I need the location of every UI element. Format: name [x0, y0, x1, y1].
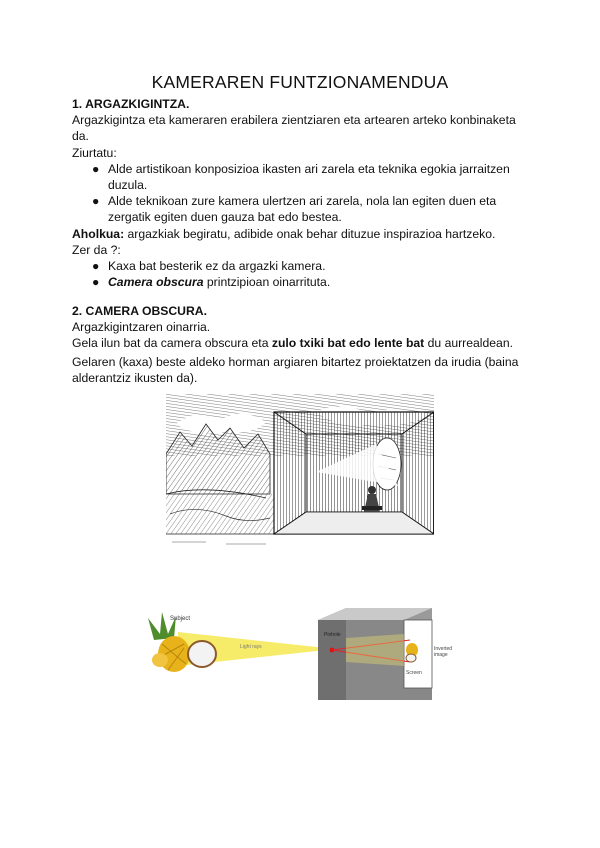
inverted-label-1: Inverted: [434, 646, 453, 652]
section2-line4: alderantziz ikusten da).: [72, 370, 198, 385]
section1-intro-line1: Argazkigintza eta kameraren erabilera zientziaren eta artearen arteko konbinaketa: [72, 113, 516, 128]
what-list: [72, 258, 532, 290]
bullet-icon: ●: [92, 161, 100, 176]
camera-obscura-engraving: [166, 394, 434, 549]
section-camera-obscura: [72, 303, 532, 386]
advice-label: Aholkua:: [72, 226, 125, 241]
ensure-label: Ziurtatu:: [72, 145, 117, 160]
list-item: ● Alde artistikoan konposizioa ikasten ari zarela eta teknika egokia jarraitzen duzula.: [92, 161, 510, 193]
pinhole-label: Pinhole: [324, 632, 341, 638]
subject-label: Subject: [170, 616, 191, 622]
pinhole-camera-diagram: [140, 604, 465, 704]
bullet-icon: ●: [92, 275, 100, 290]
section2-line2: Gela ilun bat da camera obscura eta zulo txiki bat edo lente bat du aurrealdean.: [72, 336, 513, 351]
section2-line1: Argazkigintzaren oinarria.: [72, 320, 211, 335]
light-rays-label: Light rays: [240, 644, 262, 650]
list-item: ● Alde teknikoan zure kamera ulertzen ari zarela, nola lan egiten duen eta zergatik egiten duen gauza bat edo bestea.: [92, 194, 497, 225]
inverted-label-2: image: [434, 652, 448, 658]
section2-line3: Gelaren (kaxa) beste aldeko horman argiaren bitartez proiektatzen da irudia (baina: [72, 354, 519, 369]
bullet-icon: ●: [92, 194, 100, 209]
list-item: ● Camera obscura printzipioan oinarrituta.: [92, 275, 331, 290]
section1-intro-line2: da.: [72, 129, 89, 144]
advice-text: argazkiak begiratu, adibide onak behar dituzue inspirazioa hartzeko.: [124, 226, 496, 241]
ensure-list: [72, 161, 532, 226]
page-title: KAMERAREN FUNTZIONAMENDUA: [151, 72, 449, 92]
section-argazkigintza: [72, 96, 532, 290]
advice-line: [72, 226, 532, 242]
section1-heading: 1. ARGAZKIGINTZA.: [72, 97, 190, 111]
section2-heading: 2. CAMERA OBSCURA.: [72, 304, 207, 318]
what-label: Zer da ?:: [72, 242, 121, 257]
bullet-icon: ●: [92, 259, 100, 274]
screen-label: Screen: [406, 670, 422, 676]
inverted-image-icon: [406, 643, 418, 662]
list-item: ● Kaxa bat besterik ez da argazki kamera.: [92, 259, 326, 274]
